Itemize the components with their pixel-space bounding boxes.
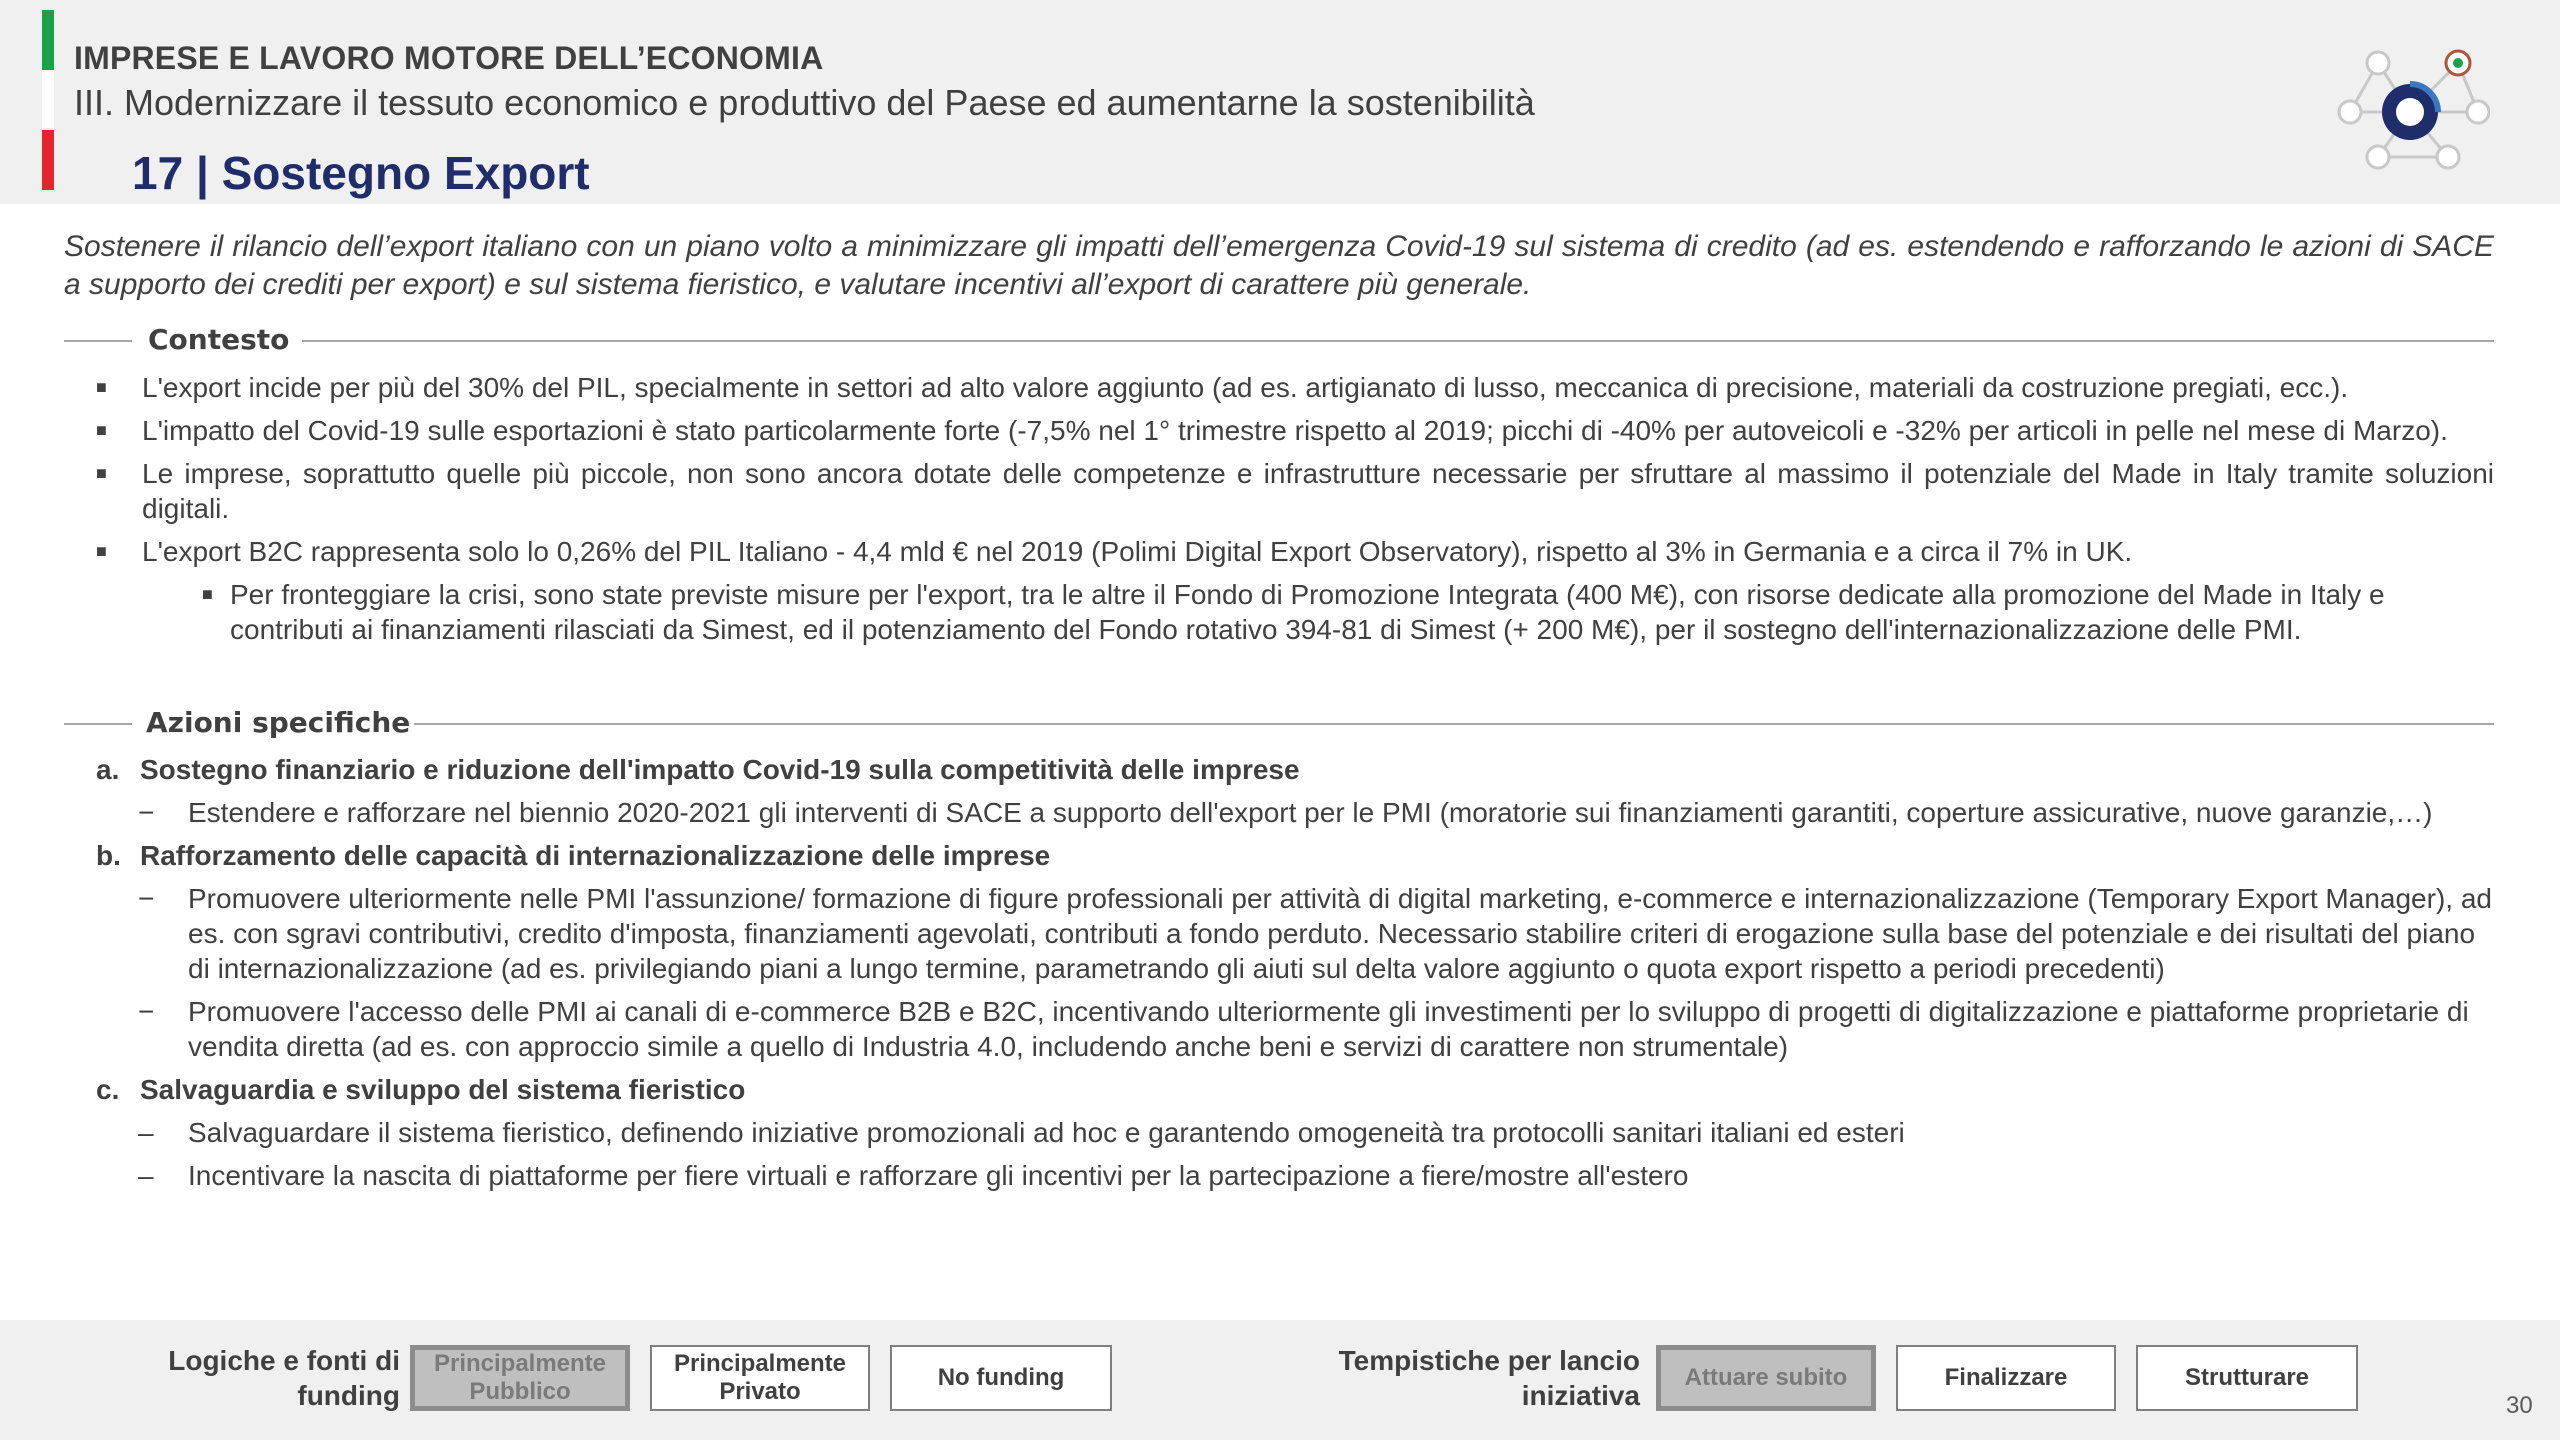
square-bullet-icon: ■ <box>96 377 107 397</box>
header-band <box>0 0 2560 204</box>
timing-option-attuare[interactable]: Attuare subito <box>1656 1345 1876 1411</box>
action-heading-c: c. Salvaguardia e sviluppo del sistema fieristico <box>96 1074 746 1105</box>
divider-line <box>302 340 2494 342</box>
contesto-list <box>64 370 2494 655</box>
divider-line <box>414 723 2494 725</box>
italian-flag-bar <box>42 10 54 190</box>
action-heading-a: a. Sostegno finanziario e riduzione dell'impatto Covid-19 sulla competitività delle imprese <box>96 754 1300 785</box>
square-bullet-icon: ■ <box>96 541 107 561</box>
azioni-label: Azioni specifiche <box>146 706 411 739</box>
square-bullet-icon: ■ <box>96 420 107 440</box>
action-item: − Promuovere ulteriormente nelle PMI l'assunzione/ formazione di figure professionali per attività di digital marketing, e-commerce e internazionalizzazione (Temporary Export Manager), ad es. con sgravi contributivi, credito d'imposta, finanziamenti agevolati, contributi a fondo perduto. Necessario stabilire criteri di erogazione sulla base del potenziale e dei risultati del piano di internazionalizzazione (ad es. privilegiando piani a lungo termine, parametrando gli aiuti sul delta valore aggiunto o quota export rispetto a periodi precedenti) <box>138 883 2492 984</box>
section-kicker: IMPRESE E LAVORO MOTORE DELL’ECONOMIA <box>74 40 824 76</box>
azioni-header <box>64 708 2494 738</box>
action-item: − Promuovere l'accesso delle PMI ai canali di e-commerce B2B e B2C, incentivando ulteriormente gli investimenti per lo sviluppo di progetti di digitalizzazione e piattaforme proprietarie di vendita diretta (ad es. con approccio simile a quello di Industria 4.0, includendo anche beni e servizi di carattere non strumentale) <box>138 996 2469 1062</box>
page-title: 17 | Sostegno Export <box>132 147 590 199</box>
timing-label: Tempistiche per lancio iniziativa <box>1338 1345 1640 1411</box>
intro-statement: Sostenere il rilancio dell’export italiano con un piano volto a minimizzare gli impatti dell’emergenza Covid-19 sul sistema di credito (ad es. estendendo e rafforzando le azioni di SACE a supporto dei crediti per export) e sul sistema fieristico, e valutare incentivi all’export di carattere più generale. <box>64 230 2494 301</box>
action-item: – Incentivare la nascita di piattaforme per fiere virtuali e rafforzare gli incentivi per la partecipazione a fiere/mostre all'estero <box>138 1160 1689 1191</box>
list-item: ■ L'export incide per più del 30% del PIL, specialmente in settori ad alto valore aggiunto (ad es. artigianato di lusso, meccanica di precisione, materiali da costruzione pregiati, ecc.). <box>96 372 2349 403</box>
page-number: 30 <box>2506 1392 2533 1419</box>
list-item: ■ L'export B2C rappresenta solo lo 0,26% del PIL Italiano - 4,4 mld € nel 2019 (Polimi Digital Export Observatory), rispetto al 3% in Germania e a circa il 7% in UK. <box>96 536 2133 567</box>
contesto-header <box>64 325 2494 355</box>
action-item: − Estendere e rafforzare nel biennio 2020-2021 gli interventi di SACE a supporto dell'export per le PMI (moratorie sui finanziamenti garantiti, coperture assicurative, nuove garanzie,…) <box>138 797 2433 828</box>
funding-option-pubblico[interactable]: Principalmente Pubblico <box>410 1345 630 1411</box>
chapter-subtitle: III. Modernizzare il tessuto economico e produttivo del Paese ed aumentarne la sostenibilità <box>74 82 1535 123</box>
list-item: ■ L'impatto del Covid-19 sulle esportazioni è stato particolarmente forte (-7,5% nel 1° trimestre rispetto al 2019; picchi di -40% per autoveicoli e -32% per articoli in pelle nel mese di Marzo). <box>96 415 2448 446</box>
flag-white <box>42 70 54 130</box>
divider-line <box>64 723 132 725</box>
timing-option-finalizzare[interactable]: Finalizzare <box>1896 1345 2116 1411</box>
square-bullet-icon: ■ <box>96 463 107 483</box>
azioni-list <box>64 752 2494 1201</box>
flag-red <box>42 130 54 190</box>
contesto-label: Contesto <box>148 323 290 356</box>
network-logo-icon <box>2330 45 2490 180</box>
flag-green <box>42 10 54 70</box>
funding-option-none[interactable]: No funding <box>890 1345 1112 1411</box>
square-bullet-icon: ■ <box>202 584 213 604</box>
list-item: ■ Le imprese, soprattutto quelle più piccole, non sono ancora dotate delle competenze e infrastrutture necessarie per sfruttare al massimo il potenziale del Made in Italy tramite soluzioni digitali. <box>96 458 2494 524</box>
action-heading-b: b. Rafforzamento delle capacità di internazionalizzazione delle imprese <box>96 840 1051 871</box>
funding-label: Logiche e fonti di funding <box>168 1345 400 1411</box>
action-item: – Salvaguardare il sistema fieristico, definendo iniziative promozionali ad hoc e garantendo omogeneità tra protocolli sanitari italiani ed esteri <box>138 1117 1905 1148</box>
divider-line <box>64 340 132 342</box>
sub-list-item: ■ Per fronteggiare la crisi, sono state previste misure per l'export, tra le altre il Fondo di Promozione Integrata (400 M€), con risorse dedicate alla promozione del Made in Italy e contributi ai finanziamenti rilasciati da Simest, ed il potenziamento del Fondo rotativo 394-81 di Simest (+ 200 M€), per il sostegno dell'internazionalizzazione delle PMI. <box>64 577 2494 647</box>
timing-option-strutturare[interactable]: Strutturare <box>2136 1345 2358 1411</box>
funding-option-privato[interactable]: Principalmente Privato <box>650 1345 870 1411</box>
